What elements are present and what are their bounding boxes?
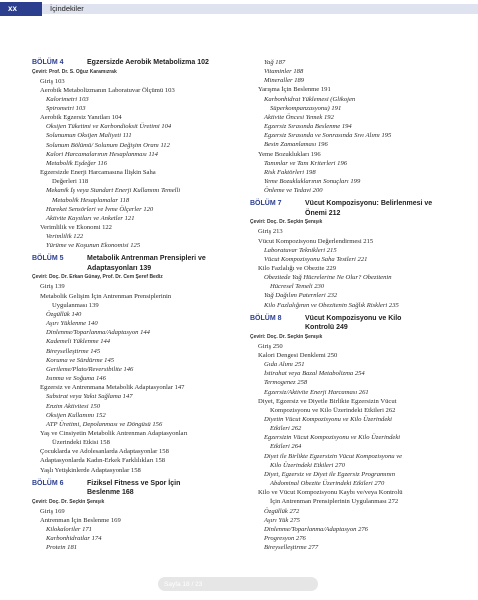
toc-entry[interactable]: Tanımlar ve Tanı Kriterleri 196 [264,159,348,167]
toc-entry[interactable]: Egzersiz Sırasında Beslenme 194 [264,123,352,131]
toc-entry[interactable]: Yaşlı Yetişkinlerde Adaptasyonlar 158 [40,466,141,474]
toc-entry[interactable]: Egzersiz Sırasında ve Sonrasında Sıvı Alımı 195 [264,132,392,140]
toc-entry[interactable]: Yağ 187 [264,59,286,66]
toc-entry[interactable]: Egzersiz/Aktivite Enerji Harcaması 261 [264,388,369,396]
toc-entry[interactable]: Karbonhidratlar 174 [46,535,102,543]
header-title: İçindekiler [50,4,84,13]
toc-entry[interactable]: Egzersizin Vücut Kompozisyonu ve Kilo Üzerindeki [264,434,401,442]
toc-entry[interactable]: Kilo ve Vücut Kompozisyonu Kaybı ve/veya Kontrolü [258,489,403,497]
chapter-title [87,479,180,498]
toc-entry[interactable]: Kalori Dengesi Denklemi 250 [258,351,338,359]
toc-entry[interactable]: Etkileri 262 [270,425,302,433]
toc-entry[interactable]: Kademeli Yüklenme 144 [46,338,111,346]
chapter-number: BÖLÜM 4 [32,59,64,66]
toc-entry[interactable]: Yaş ve Cinsiyetin Metabolik Antrenman Adaptasyonları [40,429,188,437]
toc-entry[interactable]: Giriş 103 [40,77,65,85]
toc-entry[interactable]: Vücut Kompozisyonu Saha Testleri 221 [264,255,368,263]
toc-entry[interactable]: Kilokaloriler 171 [46,526,92,534]
chapter-title [305,199,432,218]
toc-entry[interactable]: Dinlenme/Toparlanma/Adaptasyon 276 [264,525,368,533]
toc-entry[interactable]: Uygulanması 139 [52,301,99,309]
toc-entry[interactable]: Verimlilik ve Ekonomi 122 [40,224,112,231]
toc-entry[interactable]: Oksijen Tüketimi ve Karbondioksit Üretimi 104 [46,123,172,131]
toc-entry[interactable]: Aşırı Yük 275 [264,516,300,524]
toc-entry[interactable]: Obezitede Yağ Hücrelerine Ne Olur? Obezitenin [264,274,392,282]
toc-entry[interactable]: Yarışma İçin Beslenme 191 [258,86,331,94]
chapter-number: BÖLÜM 5 [32,255,64,263]
toc-entry[interactable]: Solunum Bölümü/ Solunum Değişim Oranı 112 [46,141,170,149]
toc-entry[interactable]: Hücresel Temeli 230 [270,283,325,291]
toc-entry[interactable]: Önleme ve Tedavi 200 [264,187,323,195]
toc-entry[interactable]: Metabolik Gelişim İçin Antrenman Prensiplerinin [40,292,172,300]
toc-entry[interactable]: Kilo Fazlalığının ve Obezitenin Sağlık Riskleri 235 [264,301,399,309]
toc-entry[interactable]: Antrenman İçin Beslenme 169 [40,516,121,524]
toc-entry[interactable]: Gerileme/Plato/Reversibilite 146 [46,365,134,373]
toc-entry[interactable]: Bireyselleştirme 145 [46,347,101,355]
toc-entry[interactable]: Egzersiz ve Antrenmana Metabolik Adaptasyonlar 147 [40,384,185,392]
toc-entry[interactable]: Değerleri 118 [52,178,89,186]
toc-entry[interactable]: Solunumun Oksijen Maliyeti 111 [46,132,132,140]
chapter-number: BÖLÜM 8 [250,314,282,322]
toc-entry[interactable]: Karbonhidrat Yüklemesi (Glikojen [264,95,356,103]
toc-entry[interactable]: Spirometri 103 [46,104,86,112]
chapter-title [305,314,401,333]
toc-entry[interactable]: Etkileri 264 [270,443,302,451]
chapter-heading[interactable] [32,58,242,68]
toc-entry[interactable]: Metabolik Hesaplamalar 118 [52,196,130,204]
toc-entry[interactable]: Risk Faktörleri 198 [264,168,316,176]
translator-credit: Çeviri: Doç. Dr. Seçkin Şenışık [250,219,323,226]
page-number: xx [0,2,42,16]
toc-entry[interactable]: Protein 181 [46,544,78,552]
toc-entry[interactable]: Vitaminler 188 [264,68,304,76]
chapter-title-line: Adaptasyonları 139 [87,264,152,272]
toc-entry[interactable]: Aerobik Egzersiz Yanıtları 104 [40,114,122,122]
toc-entry[interactable]: Verimlilik 122 [46,233,84,241]
toc-entry[interactable]: Çocuklarda ve Adolesanlarda Adaptasyonlar 158 [40,448,169,456]
toc-entry[interactable]: Kalori Harcamalarının Hesaplanması 114 [46,150,158,158]
toc-entry[interactable]: Termogenez 258 [264,379,308,387]
toc-entry[interactable]: Aktivite Kayıtları ve Anketler 121 [46,214,135,222]
chapter-heading[interactable] [250,199,465,218]
toc-entry[interactable]: Gıda Alımı 251 [264,361,305,369]
chapter-title-line: Egzersizde Aerobik Metabolizma 102 [87,59,209,66]
chapter-heading[interactable] [32,254,242,273]
toc-entry[interactable]: İstirahat veya Bazal Metabolizma 254 [264,370,365,378]
toc-entry[interactable]: Kilo Üzerindeki Etkileri 270 [270,461,345,469]
toc-entry[interactable]: Progresyon 276 [264,535,306,543]
toc-entry[interactable]: Diyetin Vücut Kompozisyonu ve Kilo Üzerindeki [264,416,393,423]
toc-entry[interactable]: Hareket Sensörleri ve İvme Ölçerler 120 [46,205,154,213]
chapter-number: BÖLÜM 6 [32,479,64,487]
toc-entry[interactable]: Diyet, Egzersiz ve Diyetle Birlikte Egzersizin Vücut [258,397,397,405]
toc-entry[interactable]: Kompozisyonu ve Kilo Üzerindeki Etkileri 262 [270,406,396,414]
toc-entry[interactable]: Aktivite Öncesi Yemek 192 [264,113,334,121]
toc-entry[interactable]: Vücut Kompozisyonu Değerlendirmesi 215 [258,237,374,245]
toc-entry[interactable]: Kilo Fazlalığı ve Obezite 229 [258,264,337,272]
chapter-heading[interactable] [250,314,465,333]
toc-entry[interactable]: Aşırı Yüklenme 140 [46,320,98,328]
translator-credit: Çeviri: Prof. Dr. S. Oğuz Karamızrak [32,68,117,75]
chapter-title-line: Beslenme 168 [87,489,134,497]
toc-entry[interactable]: Yeme Bozukluklarının Sonuçları 199 [264,178,361,186]
toc-entry[interactable]: Mineraller 189 [264,77,305,85]
chapter-title-line: Kontrolü 249 [305,324,348,332]
toc-entry[interactable]: Süperkompanzasyonu) 191 [270,104,342,112]
translator-credit: Çeviri: Doç. Dr. Erkan Günay, Prof. Dr. Cem Şeref Bediz [32,274,163,281]
toc-entry[interactable]: Kalorimetri 103 [46,95,89,103]
pager-text: Sayfa 18 / 23 [164,580,203,588]
chapter-title-line: Metabolik Antrenman Prensipleri ve [87,255,206,263]
page-navigator[interactable] [158,577,318,591]
toc-left-column [32,58,242,553]
toc-entry[interactable]: Isınma ve Soğuma 146 [46,375,106,383]
toc-entry[interactable]: İçin Antrenman Prensiplerinin Uygulanması 272 [270,498,399,506]
toc-entry[interactable]: Adaptasyonlarda Kadın-Erkek Farklılıkları 158 [40,457,166,465]
translator-credit: Çeviri: Doç. Dr. Seçkin Şenışık [250,333,323,340]
toc-entry[interactable]: Diyet, Egzersiz ve Diyet ile Egzersiz Programının [264,470,396,478]
toc-entry[interactable]: Giriş 213 [258,228,283,236]
toc-entry[interactable]: Özgüllük 140 [46,310,82,318]
toc-entry[interactable]: Oksijen Kullanımı 152 [46,411,106,419]
chapter-title [87,58,209,68]
toc-entry[interactable]: Metabolik Eşdeğer 116 [46,159,108,167]
chapter-title-line: Vücut Kompozisyonu ve Kilo [305,314,402,322]
chapter-title-line: Önemi 212 [305,209,341,217]
toc-entry[interactable]: Diyet ile Birlikte Egzersizin Vücut Kompozisyonu ve [264,452,403,460]
toc-entry[interactable]: Abdominal Obezite Üzerindeki Etkileri 270 [270,480,385,488]
toc-entry[interactable]: Giriş 250 [258,342,283,350]
chapter-title-line: Vücut Kompozisyonu: Belirlenmesi ve [305,200,433,208]
toc-entry[interactable]: Egzersizde Enerji Harcamasına İlişkin Saha [40,169,156,177]
toc-entry[interactable]: Özgüllük 272 [264,507,300,515]
toc-entry[interactable]: Mekanik İş veya Standart Enerji Kullanımı Temelli [46,187,181,195]
toc-right-column [250,58,465,552]
toc-entry[interactable]: ATP Üretimi, Depolanması ve Döngüsü 156 [46,420,163,428]
toc-entry[interactable]: Bireyselleştirme 277 [264,544,319,552]
toc-entry[interactable]: Koruma ve Sürdürme 145 [46,356,115,364]
toc-entry[interactable]: Yağ Dağılım Paternleri 232 [264,292,338,300]
translator-credit: Çeviri: Doç. Dr. Seçkin Şenışık [32,498,105,505]
toc-entry[interactable]: Besin Zamanlaması 196 [264,141,328,149]
toc-entry[interactable]: Laboratuvar Teknikleri 215 [264,246,337,254]
chapter-title [87,254,206,273]
toc-entry[interactable]: Giriş 139 [40,283,65,291]
toc-entry[interactable]: Aerobik Metabolizmanın Laboratuvar Ölçümü 103 [40,86,175,94]
chapter-number: BÖLÜM 7 [250,200,282,208]
chapter-heading[interactable] [32,479,242,498]
toc-entry[interactable]: Substrat veya Yakıt Sağlama 147 [46,393,133,401]
toc-entry[interactable]: Yürüme ve Koşunun Ekonomisi 125 [46,242,141,250]
page-header [0,0,478,18]
chapter-title-line: Fiziksel Fitness ve Spor İçin [87,479,181,487]
toc-entry[interactable]: Yeme Bozuklukları 196 [258,150,321,158]
toc-entry[interactable]: Giriş 169 [40,507,65,515]
toc-entry[interactable]: Enzim Aktivitesi 150 [46,402,101,410]
toc-entry[interactable]: Dinlenme/Toparlanma/Adaptasyon 144 [46,329,150,337]
toc-entry[interactable]: Üzerindeki Etkisi 158 [52,439,110,447]
